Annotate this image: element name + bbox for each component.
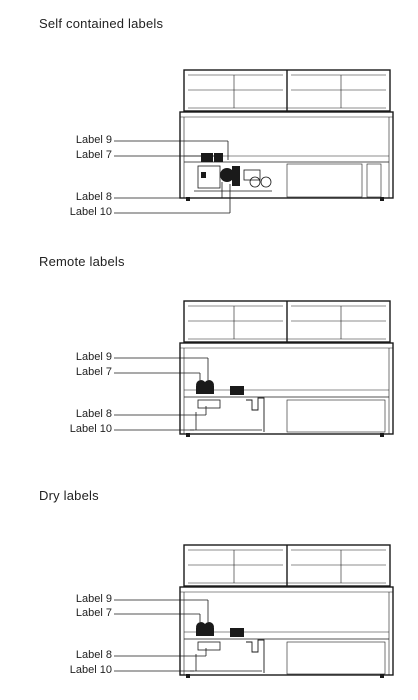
- callout-label-7: Label 7: [75, 366, 112, 378]
- callout-label-7: Label 7: [75, 607, 112, 619]
- section-title-self-contained: Self contained labels: [39, 16, 164, 31]
- section-title-dry: Dry labels: [39, 488, 99, 503]
- callout-label-8: Label 8: [75, 649, 112, 661]
- callout-label-9: Label 9: [75, 134, 112, 146]
- cabinet-remote: [114, 301, 393, 437]
- callout-label-8: Label 8: [75, 191, 112, 203]
- callout-label-8: Label 8: [75, 408, 112, 420]
- cabinet-self-contained: [114, 70, 393, 213]
- callout-label-10: Label 10: [69, 664, 112, 676]
- callout-label-7: Label 7: [75, 149, 112, 161]
- cabinet-dry: [114, 545, 393, 678]
- callout-label-9: Label 9: [75, 351, 112, 363]
- section-title-remote: Remote labels: [39, 254, 125, 269]
- callout-label-10: Label 10: [69, 423, 112, 435]
- callout-label-10: Label 10: [69, 206, 112, 218]
- callout-label-9: Label 9: [75, 593, 112, 605]
